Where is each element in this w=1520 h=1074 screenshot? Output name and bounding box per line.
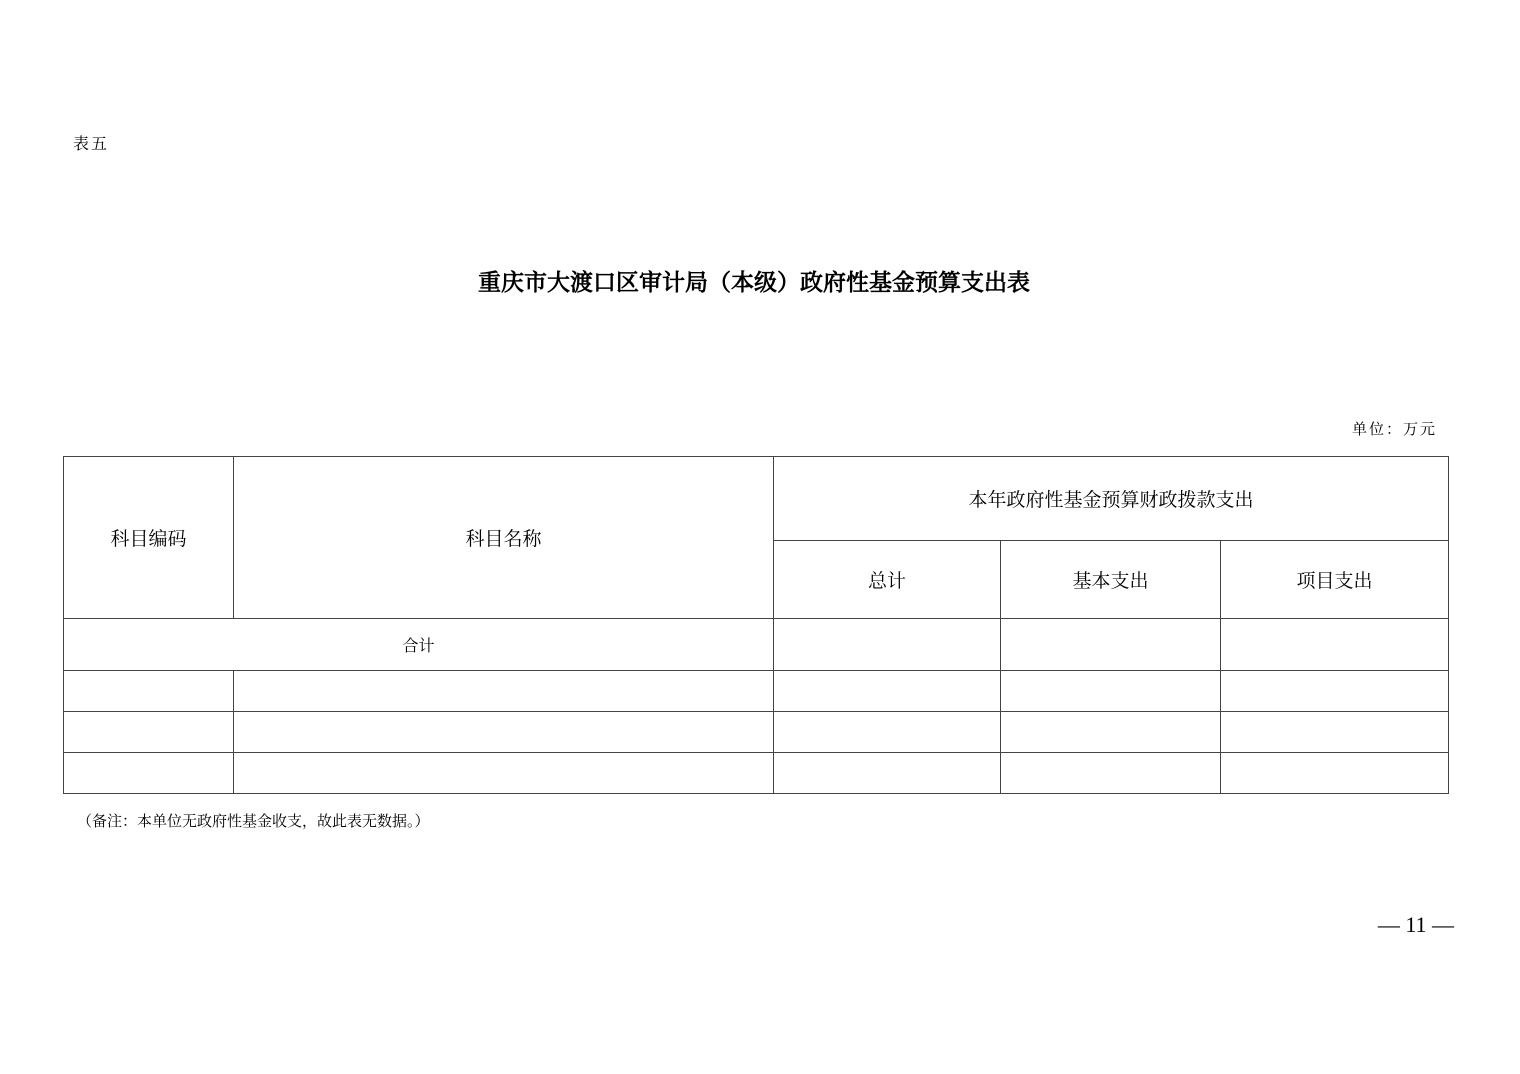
header-basic-expenditure: 基本支出 [1001, 541, 1221, 619]
cell-name [234, 671, 774, 712]
cell-code [64, 671, 234, 712]
total-cell-total [774, 619, 1001, 671]
table-note: （备注：本单位无政府性基金收支，故此表无数据。） [77, 812, 430, 830]
table-row [64, 712, 1449, 753]
cell-total [774, 753, 1001, 794]
table-total-row [64, 619, 1449, 671]
document-title: 重庆市大渡口区审计局（本级）政府性基金预算支出表 [478, 269, 1030, 296]
cell-project [1221, 753, 1449, 794]
cell-project [1221, 712, 1449, 753]
cell-project [1221, 671, 1449, 712]
table-row [64, 671, 1449, 712]
header-total: 总计 [774, 541, 1001, 619]
cell-basic [1001, 753, 1221, 794]
header-subject-code: 科目编码 [64, 457, 234, 619]
cell-name [234, 712, 774, 753]
table-header-row [64, 457, 1449, 541]
cell-name [234, 753, 774, 794]
cell-basic [1001, 712, 1221, 753]
cell-total [774, 712, 1001, 753]
table-row [64, 753, 1449, 794]
header-project-expenditure: 项目支出 [1221, 541, 1449, 619]
cell-total [774, 671, 1001, 712]
header-expenditure-group: 本年政府性基金预算财政拨款支出 [774, 457, 1449, 541]
cell-code [64, 753, 234, 794]
cell-basic [1001, 671, 1221, 712]
table-number-label: 表五 [73, 134, 110, 153]
cell-code [64, 712, 234, 753]
header-subject-name: 科目名称 [234, 457, 774, 619]
total-cell-project [1221, 619, 1449, 671]
total-cell-basic [1001, 619, 1221, 671]
unit-label: 单位：万元 [1351, 420, 1437, 438]
total-row-label: 合计 [64, 619, 774, 671]
budget-table [63, 456, 1449, 794]
page-number: — 11 — [1377, 912, 1454, 937]
